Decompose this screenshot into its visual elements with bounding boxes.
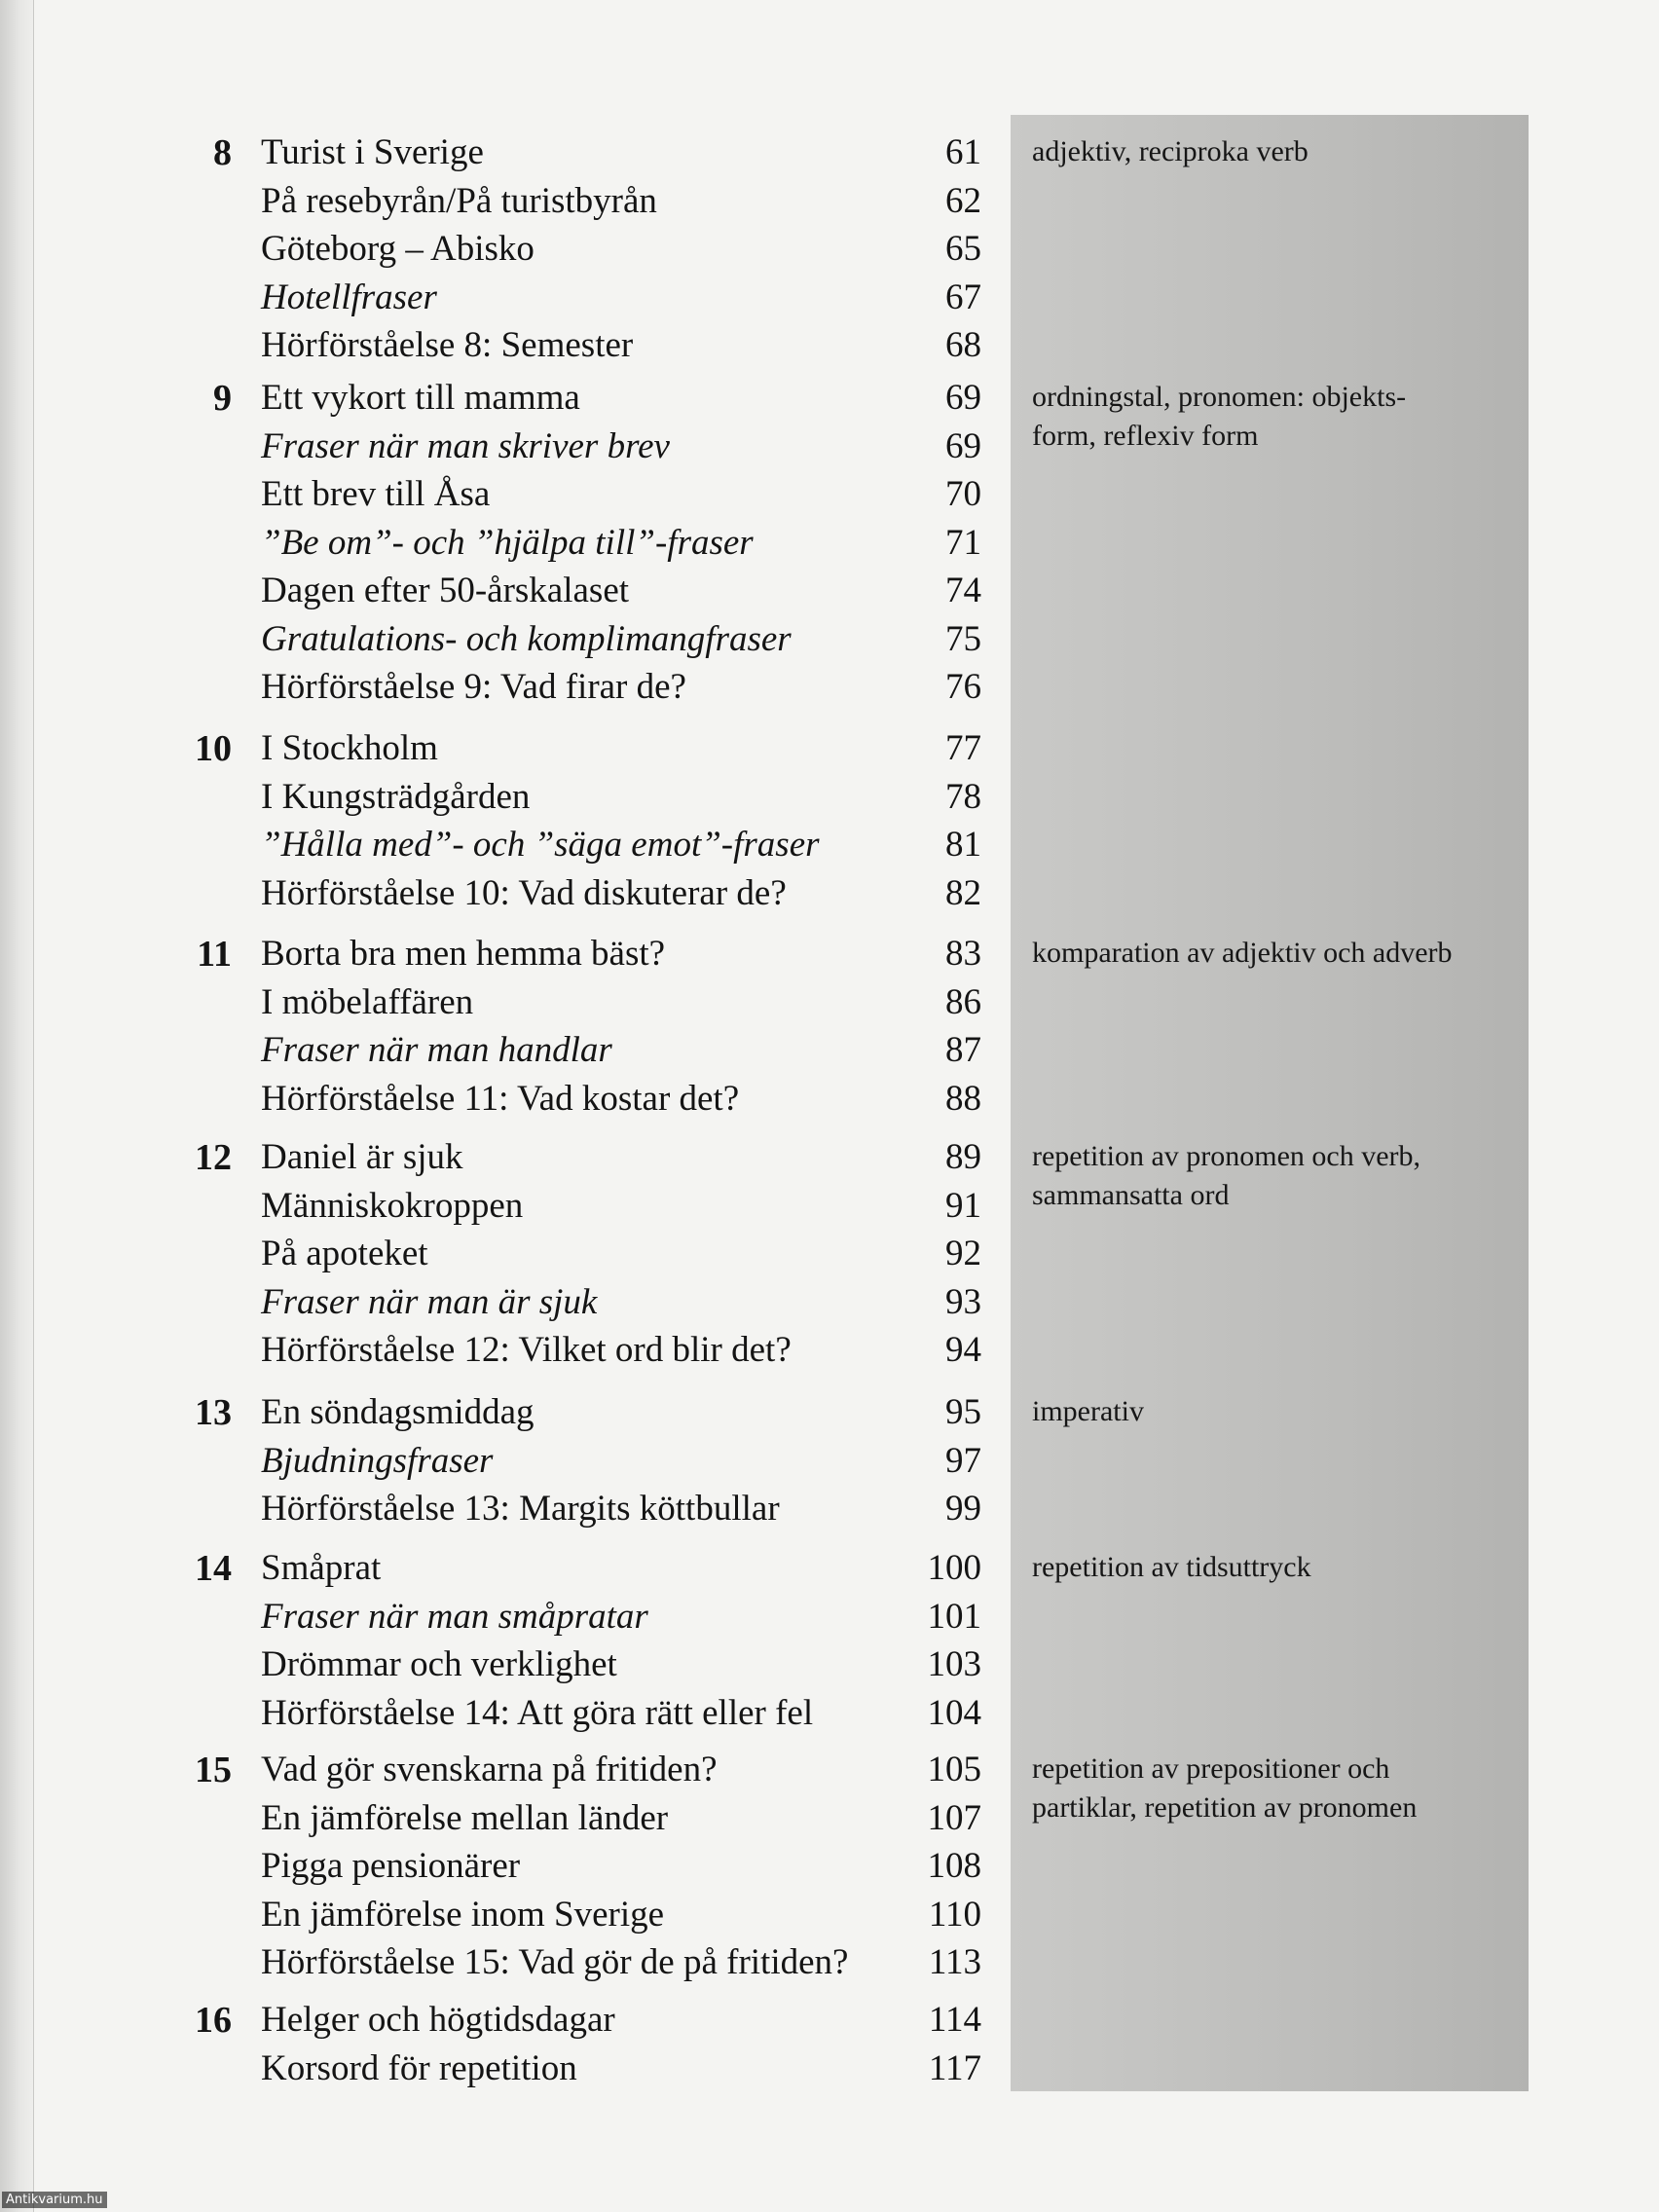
entry-page-number: 89 [945,1137,981,1177]
entry-page-number: 101 [927,1596,981,1637]
grammar-topics [1032,378,1519,456]
toc-entry[interactable] [261,1230,981,1278]
toc-entry[interactable] [261,321,981,370]
entry-title: Ett brev till Åsa [261,474,491,514]
entry-page-number: 68 [945,325,981,365]
entry-page-number: 92 [945,1234,981,1273]
toc-entry[interactable] [261,519,981,568]
entry-page-number: 87 [945,1030,981,1070]
entry-title: Hörförståelse 14: Att göra rätt eller fel [261,1692,814,1733]
entry-title: Småprat [261,1548,382,1588]
entry-page-number: 77 [945,728,981,768]
chapter-entries [261,374,981,712]
grammar-line: sammansatta ord [1032,1179,1230,1211]
entry-page-number: 95 [945,1392,981,1432]
entry-page-number: 108 [927,1846,981,1886]
entry-title: Hörförståelse 10: Vad diskuterar de? [261,872,787,913]
entry-title: Hörförståelse 9: Vad firar de? [261,667,686,707]
chapter-entries [261,1544,981,1737]
entry-page-number: 105 [927,1750,981,1789]
toc-entry[interactable] [261,1278,981,1327]
entry-page-number: 65 [945,229,981,269]
entry-title: Hörförståelse 13: Margits köttbullar [261,1489,780,1529]
entry-title: Vad gör svenskarna på fritiden? [261,1750,718,1789]
toc-entry[interactable] [261,930,981,978]
grammar-line: repetition av prepositioner och [1032,1752,1390,1785]
entry-title: Ett vykort till mamma [261,378,580,418]
entry-page-number: 97 [945,1440,981,1481]
grammar-topics [1032,1137,1519,1215]
entry-title: Korsord för repetition [261,2047,577,2088]
toc-entry[interactable] [261,1075,981,1124]
chapter-entries [261,930,981,1123]
chapter-entries [261,129,981,370]
entry-title: Helger och högtidsdagar [261,2000,615,2040]
entry-title: I Kungsträdgården [261,776,531,817]
entry-title: En jämförelse inom Sverige [261,1894,665,1935]
toc-entry[interactable] [261,567,981,615]
grammar-topics [1032,1392,1519,1431]
chapter-number: 10 [195,728,232,769]
grammar-line: repetition av tidsuttryck [1032,1551,1311,1583]
entry-page-number: 88 [945,1078,981,1119]
entry-title: Hörförståelse 12: Vilket ord blir det? [261,1330,792,1370]
entry-page-number: 117 [928,2047,981,2088]
grammar-line: imperativ [1032,1395,1144,1427]
entry-title: I Stockholm [261,728,438,768]
entry-title: Gratulations- och komplimangfraser [261,618,792,659]
entry-title: Dagen efter 50-årskalaset [261,571,630,610]
entry-page-number: 78 [945,776,981,817]
entry-page-number: 83 [945,934,981,974]
toc-entry[interactable] [261,1842,981,1891]
chapter-number: 14 [195,1548,232,1589]
watermark: Antikvarium.hu [2,2192,107,2208]
page-left-edge [0,0,34,2212]
chapter-number: 15 [195,1750,232,1790]
entry-page-number: 94 [945,1330,981,1370]
toc-entry[interactable] [261,274,981,322]
entry-page-number: 75 [945,618,981,659]
entry-page-number: 62 [945,180,981,221]
entry-page-number: 93 [945,1281,981,1322]
chapter-number: 16 [195,2000,232,2041]
entry-title: I möbelaffären [261,981,474,1022]
entry-page-number: 104 [927,1692,981,1733]
grammar-topics [1032,1750,1519,1827]
entry-page-number: 107 [927,1797,981,1838]
entry-title: Drömmar och verklighet [261,1644,617,1684]
entry-title: Borta bra men hemma bäst? [261,934,666,974]
toc-entry[interactable] [261,1996,981,2045]
entry-title: Hörförståelse 15: Vad gör de på fritiden? [261,1942,849,1982]
entry-page-number: 91 [945,1185,981,1226]
entry-title: Pigga pensionärer [261,1846,521,1886]
toc-entry[interactable] [261,1891,981,1939]
entry-title: En söndagsmiddag [261,1392,535,1432]
toc-entry[interactable] [261,129,981,177]
chapter-entries [261,1996,981,2092]
entry-page-number: 71 [945,522,981,563]
toc-entry[interactable] [261,1485,981,1533]
toc-entry[interactable] [261,225,981,274]
entry-title: Bjudningsfraser [261,1440,494,1481]
toc-entry[interactable] [261,2045,981,2093]
grammar-line: ordningstal, pronomen: objekts- [1032,381,1407,413]
entry-page-number: 67 [945,276,981,317]
entry-title: Hotellfraser [261,276,437,317]
toc-entry[interactable] [261,1746,981,1794]
chapter-number: 11 [197,934,232,975]
entry-page-number: 110 [928,1894,981,1935]
toc-entry[interactable] [261,821,981,869]
chapter-entries [261,1388,981,1533]
toc-entry[interactable] [261,615,981,664]
toc-entry[interactable] [261,470,981,519]
entry-page-number: 114 [928,2000,981,2040]
entry-page-number: 113 [928,1942,981,1982]
entry-page-number: 76 [945,667,981,707]
toc-entry[interactable] [261,1026,981,1075]
toc-entry[interactable] [261,1938,981,1987]
chapter-entries [261,724,981,917]
toc-entry[interactable] [261,177,981,226]
toc-entry[interactable] [261,1689,981,1738]
toc-entry[interactable] [261,1544,981,1593]
entry-title: På apoteket [261,1234,428,1273]
entry-title: ”Hålla med”- och ”säga emot”-fraser [261,825,820,865]
entry-page-number: 103 [927,1644,981,1684]
toc-entry[interactable] [261,423,981,471]
entry-title: Fraser när man småpratar [261,1596,648,1637]
toc-entry[interactable] [261,1326,981,1375]
toc-entry[interactable] [261,1794,981,1843]
grammar-line: repetition av pronomen och verb, [1032,1140,1421,1172]
entry-title: En jämförelse mellan länder [261,1797,669,1838]
grammar-topics [1032,132,1519,171]
entry-page-number: 81 [945,825,981,865]
entry-page-number: 86 [945,981,981,1022]
toc-entry[interactable] [261,1437,981,1486]
chapter-number: 8 [213,132,232,173]
toc-entry[interactable] [261,1388,981,1437]
chapter-number: 9 [213,378,232,419]
entry-page-number: 70 [945,474,981,514]
entry-page-number: 100 [927,1548,981,1588]
entry-page-number: 61 [945,132,981,172]
entry-title: Göteborg – Abisko [261,229,535,269]
toc-entry[interactable] [261,1182,981,1231]
chapter-entries [261,1746,981,1987]
toc-entry[interactable] [261,374,981,423]
entry-page-number: 69 [945,378,981,418]
toc-entry[interactable] [261,724,981,773]
chapter-number: 12 [195,1137,232,1178]
grammar-topics [1032,1548,1519,1587]
entry-title: Människokroppen [261,1185,524,1226]
toc-entry[interactable] [261,1593,981,1641]
entry-title: Daniel är sjuk [261,1137,463,1177]
entry-title: Hörförståelse 8: Semester [261,325,634,365]
grammar-line: form, reflexiv form [1032,420,1259,452]
entry-page-number: 82 [945,872,981,913]
grammar-topics [1032,934,1519,973]
chapter-entries [261,1133,981,1375]
entry-page-number: 99 [945,1489,981,1529]
toc-entry[interactable] [261,773,981,822]
grammar-line: partiklar, repetition av pronomen [1032,1791,1418,1824]
entry-title: Fraser när man skriver brev [261,425,670,466]
entry-title: Fraser när man är sjuk [261,1281,598,1322]
toc-entry[interactable] [261,663,981,712]
toc-entry[interactable] [261,1641,981,1689]
entry-page-number: 69 [945,425,981,466]
entry-title: Fraser när man handlar [261,1030,612,1070]
entry-title: ”Be om”- och ”hjälpa till”-fraser [261,522,754,563]
entry-title: Hörförståelse 11: Vad kostar det? [261,1078,740,1119]
chapter-number: 13 [195,1392,232,1433]
entry-title: På resebyrån/På turistbyrån [261,180,657,221]
toc-entry[interactable] [261,978,981,1027]
entry-page-number: 74 [945,571,981,610]
entry-title: Turist i Sverige [261,132,484,172]
toc-entry[interactable] [261,1133,981,1182]
grammar-line: adjektiv, reciproka verb [1032,135,1309,167]
grammar-line: komparation av adjektiv och adverb [1032,937,1453,969]
toc-entry[interactable] [261,869,981,918]
